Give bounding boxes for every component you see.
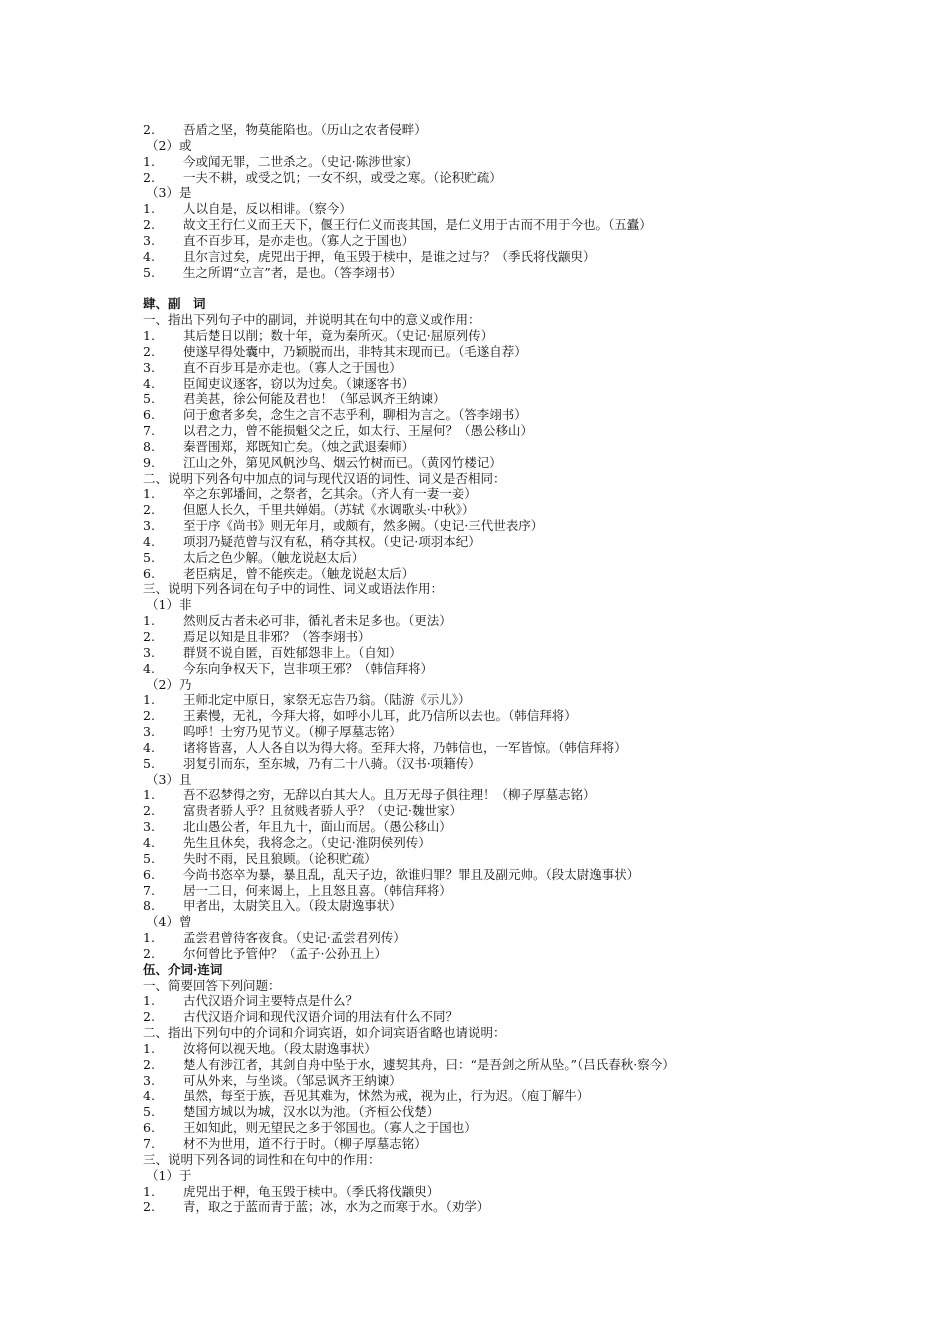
instruction-line: 三、说明下列各词在句子中的词性、词义或语法作用： [143, 581, 444, 597]
item-number: 6. [143, 565, 155, 581]
item-text: 古代汉语介词和现代汉语介词的用法有什么不同？ [183, 1009, 459, 1025]
item-number: 5. [143, 549, 155, 565]
item-text: 甲者出，太尉笑且入。（段太尉逸事状） [183, 898, 402, 914]
item-number: 5. [143, 264, 155, 280]
item-number: 2. [143, 343, 155, 359]
subsection-label: （2）乃 [146, 676, 192, 692]
item-number: 4. [143, 660, 155, 676]
item-text: 楚人有涉江者，其剑自舟中坠于水，遽契其舟，曰：“是吾剑之所从坠。”（吕氏春秋·察今） [183, 1056, 675, 1072]
item-number: 1. [143, 613, 155, 629]
item-text: 楚国方城以为城，汉水以为池。（齐桓公伐楚） [183, 1104, 440, 1120]
numbered-item [143, 1184, 923, 1200]
item-number: 7. [143, 423, 155, 439]
item-number: 2. [143, 1199, 155, 1215]
item-number: 1. [143, 787, 155, 803]
numbered-item [143, 455, 923, 471]
item-text: 群贤不说自匿，百姓郁怨非上。（自知） [183, 644, 402, 660]
item-number: 4. [143, 248, 155, 264]
subsection-label: （3）是 [146, 185, 192, 201]
item-number: 1. [143, 930, 155, 946]
numbered-item [143, 1120, 923, 1136]
item-number: 2. [143, 708, 155, 724]
numbered-item [143, 423, 923, 439]
item-number: 7. [143, 882, 155, 898]
item-text: 今尚书恣卒为暴，暴且乱，乱天子边，欲谁归罪？罪且及副元帅。（段太尉逸事状） [183, 866, 640, 882]
subsection-label: （1）于 [146, 1167, 192, 1183]
item-text: 臣闻吏议逐客，窃以为过矣。（谏逐客书） [183, 375, 415, 391]
item-number: 2. [143, 629, 155, 644]
item-number: 8. [143, 438, 155, 454]
item-text: 先生且休矣，我将念之。（史记·淮阴侯列传） [183, 834, 431, 850]
item-number: 2. [143, 217, 155, 233]
item-text: 虎兕出于柙，龟玉毁于椟中。（季氏将伐颛臾） [183, 1183, 440, 1199]
item-text: 故文王行仁义而王天下，偃王行仁义而丧其国，是仁义用于古而不用于今也。（五蠹） [183, 217, 652, 233]
item-number: 1. [143, 153, 155, 169]
instruction-line: 一、简要回答下列问题： [143, 977, 281, 993]
subsection-label: （3）且 [146, 771, 192, 787]
subsection-label: （1）非 [146, 597, 192, 613]
item-text: 呜呼！士穷乃见节义。（柳子厚墓志铭） [183, 724, 402, 740]
numbered-item [143, 1041, 923, 1057]
numbered-item [143, 787, 923, 803]
numbered-item [143, 550, 923, 566]
item-text: 古代汉语介词主要特点是什么？ [183, 993, 359, 1009]
numbered-item [143, 803, 923, 819]
item-text: 汝将何以视天地。（段太尉逸事状） [183, 1040, 377, 1056]
item-number: 1. [143, 486, 155, 502]
item-text: 青，取之于蓝而青于蓝；冰，水为之而寒于水。（劝学） [183, 1199, 490, 1215]
document-page [143, 122, 923, 1215]
item-number: 9. [143, 454, 155, 470]
item-number: 1. [143, 692, 155, 708]
item-text: 一夫不耕，或受之饥；一女不织，或受之寒。（论积贮疏） [183, 169, 502, 185]
item-number: 6. [143, 866, 155, 882]
item-number: 7. [143, 1136, 155, 1151]
item-text: 今或闻无罪，二世杀之。（史记·陈涉世家） [183, 153, 419, 169]
numbered-item [143, 645, 923, 661]
item-text: 以君之力，曾不能损魁父之丘，如太行、王屋何？（愚公移山） [183, 423, 534, 439]
subsection-label: （2）或 [146, 137, 192, 153]
item-number: 2. [143, 803, 155, 819]
numbered-item [143, 740, 923, 756]
item-number: 3. [143, 232, 155, 248]
item-text: 焉足以知是且非邪？（答李翊书） [183, 629, 371, 644]
numbered-item [143, 1088, 923, 1104]
item-number: 5. [143, 1104, 155, 1120]
item-text: 王师北定中原日，家祭无忘告乃翁。（陆游《示儿》） [183, 692, 471, 708]
item-number: 4. [143, 834, 155, 850]
item-text: 可从外来，与坐谈。（邹忌讽齐王纳谏） [183, 1072, 402, 1088]
item-number: 1. [143, 1183, 155, 1199]
numbered-item [143, 946, 923, 962]
item-number: 5. [143, 391, 155, 407]
item-text: 问于愈者多矣，念生之言不志乎利，聊相为言之。（答李翊书） [183, 407, 527, 423]
item-text: 且尔言过矣，虎兕出于押，龟玉毁于椟中，是谁之过与？（季氏将伐颛臾） [183, 248, 596, 264]
item-number: 4. [143, 533, 155, 549]
item-text: 使遂早得处囊中，乃颖脱而出，非特其末现而已。（毛遂自荐） [183, 343, 527, 359]
numbered-item [143, 1009, 923, 1025]
numbered-item [143, 407, 923, 423]
numbered-item [143, 217, 923, 233]
item-text: 王如知此，则无望民之多于邻国也。（寡人之于国也） [183, 1120, 477, 1136]
numbered-item [143, 883, 923, 899]
numbered-item [143, 898, 923, 914]
item-number: 3. [143, 359, 155, 375]
item-text: 富贵者骄人乎？且贫贱者骄人乎？（史记·魏世家） [183, 803, 462, 819]
section-heading: 伍、介词·连词 [143, 961, 223, 977]
item-text: 直不百步耳是亦走也。（寡人之于国也） [183, 359, 402, 375]
numbered-item [143, 708, 923, 724]
item-text: 吾不忍梦得之穷，无辞以白其大人。且万无母子俱往理！（柳子厚墓志铭） [183, 787, 596, 803]
numbered-item [143, 344, 923, 360]
item-text: 居一二日，何来谒上，上且怒且喜。（韩信拜将） [183, 882, 452, 898]
numbered-item [143, 534, 923, 550]
numbered-item [143, 376, 923, 392]
item-text: 卒之东郭墦间，之祭者，乞其余。（齐人有一妻一妾） [183, 486, 477, 502]
numbered-item [143, 692, 923, 708]
item-text: 诸将皆喜，人人各自以为得大将。至拜大将，乃韩信也，一军皆惊。（韩信拜将） [183, 739, 627, 755]
numbered-item [143, 1073, 923, 1089]
item-number: 3. [143, 724, 155, 740]
numbered-item [143, 518, 923, 534]
item-number: 3. [143, 644, 155, 660]
numbered-item [143, 233, 923, 249]
item-text: 秦晋围郑，郑既知亡矣。（烛之武退秦师） [183, 438, 415, 454]
numbered-item [143, 661, 923, 677]
numbered-item [143, 1104, 923, 1120]
numbered-item [143, 486, 923, 502]
numbered-item [143, 360, 923, 376]
item-number: 2. [143, 122, 155, 137]
item-text: 老臣病足，曾不能疾走。（触龙说赵太后） [183, 565, 415, 581]
instruction-line: 二、指出下列句中的介词和介词宾语，如介词宾语省略也请说明： [143, 1025, 506, 1041]
numbered-item [143, 391, 923, 407]
item-number: 2. [143, 945, 155, 961]
item-text: 羽复引而东，至东城，乃有二十八骑。（汉书·项籍传） [183, 755, 481, 771]
numbered-item [143, 249, 923, 265]
numbered-item [143, 867, 923, 883]
item-text: 然则反古者未必可非，循礼者未足多也。（更法） [183, 613, 452, 629]
item-number: 2. [143, 1009, 155, 1025]
blank-line [143, 280, 923, 296]
instruction-line: 二、说明下列各句中加点的词与现代汉语的词性、词义是否相同： [143, 470, 506, 486]
numbered-item [143, 835, 923, 851]
item-text: 吾盾之坚，物莫能陷也。（历山之农者侵畔） [183, 122, 427, 137]
item-number: 1. [143, 201, 155, 217]
numbered-item [143, 993, 923, 1009]
item-number: 2. [143, 169, 155, 185]
item-text: 至于序《尚书》则无年月，或颇有，然多阙。（史记·三代世表序） [183, 518, 544, 534]
numbered-item [143, 1136, 923, 1152]
numbered-item [143, 328, 923, 344]
item-text: 直不百步耳，是亦走也。（寡人之于国也） [183, 232, 415, 248]
item-text: 材不为世用，道不行于时。（柳子厚墓志铭） [183, 1136, 427, 1151]
item-number: 6. [143, 1120, 155, 1136]
numbered-item [143, 819, 923, 835]
item-number: 1. [143, 327, 155, 343]
numbered-item [143, 170, 923, 186]
numbered-item [143, 154, 923, 170]
numbered-item [143, 613, 923, 629]
item-text: 生之所谓“立言”者，是也。（答李翊书） [183, 264, 403, 280]
numbered-item [143, 851, 923, 867]
item-number: 6. [143, 407, 155, 423]
item-number: 5. [143, 755, 155, 771]
item-number: 1. [143, 993, 155, 1009]
item-number: 4. [143, 375, 155, 391]
numbered-item [143, 122, 923, 138]
item-text: 尔何曾比予管仲？（孟子·公孙丑上） [183, 945, 387, 961]
numbered-item [143, 1199, 923, 1215]
item-number: 3. [143, 819, 155, 835]
item-text: 失时不雨，民且狼顾。（论积贮疏） [183, 850, 377, 866]
item-number: 8. [143, 898, 155, 914]
item-text: 孟尝君曾待客夜食。（史记·孟尝君列传） [183, 930, 406, 946]
numbered-item [143, 930, 923, 946]
item-number: 4. [143, 739, 155, 755]
item-number: 4. [143, 1088, 155, 1104]
item-text: 今东向争权天下，岂非项王邪？（韩信拜将） [183, 660, 434, 676]
instruction-line: 一、指出下列句子中的副词，并说明其在句中的意义或作用： [143, 312, 481, 328]
item-text: 江山之外，第见风帆沙鸟、烟云竹树而已。（黄冈竹楼记） [183, 454, 502, 470]
numbered-item [143, 566, 923, 582]
item-text: 项羽乃疑范曾与汉有私，稍夺其权。（史记·项羽本纪） [183, 533, 481, 549]
item-text: 北山愚公者，年且九十，面山而居。（愚公移山） [183, 819, 452, 835]
numbered-item [143, 724, 923, 740]
instruction-line: 三、说明下列各词的词性和在句中的作用： [143, 1151, 381, 1167]
item-text: 其后楚日以削；数十年，竟为秦所灭。（史记·屈原列传） [183, 327, 494, 343]
numbered-item [143, 502, 923, 518]
item-number: 3. [143, 518, 155, 534]
numbered-item [143, 439, 923, 455]
numbered-item [143, 265, 923, 281]
numbered-item [143, 756, 923, 772]
item-text: 王素慢，无礼，今拜大将，如呼小儿耳，此乃信所以去也。（韩信拜将） [183, 708, 577, 724]
item-number: 5. [143, 850, 155, 866]
item-number: 3. [143, 1072, 155, 1088]
item-text: 人以自是，反以相诽。（察今） [183, 201, 352, 217]
item-text: 但愿人长久，千里共婵娟。（苏轼《水调歌头·中秋》） [183, 502, 475, 518]
item-number: 2. [143, 502, 155, 518]
numbered-item [143, 201, 923, 217]
numbered-item [143, 1057, 923, 1073]
section-heading: 肆、副 词 [143, 296, 206, 312]
item-number: 1. [143, 1040, 155, 1056]
numbered-item [143, 629, 923, 645]
item-text: 君美甚，徐公何能及君也！（邹忌讽齐王纳谏） [183, 391, 446, 407]
item-text: 太后之色少解。（触龙说赵太后） [183, 549, 365, 565]
item-text: 虽然，每至于族，吾见其难为，怵然为戒，视为止，行为迟。（庖丁解牛） [183, 1088, 590, 1104]
subsection-label: （4）曾 [146, 914, 192, 930]
item-number: 2. [143, 1056, 155, 1072]
